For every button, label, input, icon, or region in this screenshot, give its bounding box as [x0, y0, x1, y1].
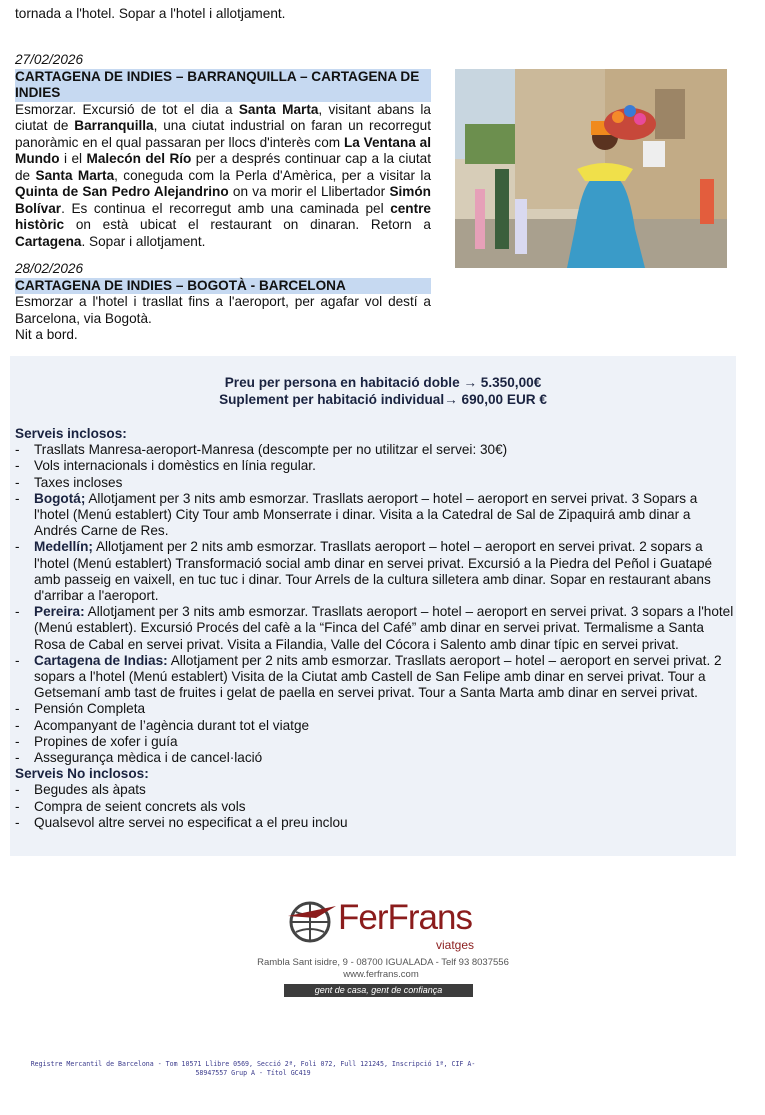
- included-item: [15, 491, 735, 540]
- highlighted-place: centre històric: [15, 200, 431, 232]
- included-item: [15, 442, 735, 458]
- included-item-text: Allotjament per 3 nits amb esmorzar. Trasllats aeroport – hotel – aeroport en servei privat. 3 Sopars a l'hotel (Menú establert) City Tour amb Monserrate i dinar. Visita a la Catedral de Sal de Zipaquirá amb dinar a Andrés Carne de Res.: [34, 490, 698, 539]
- agency-website: www.ferfrans.com: [343, 969, 419, 980]
- included-item: [15, 539, 735, 604]
- text-segment: , visitant abans la ciutat de: [15, 101, 431, 133]
- included-item-destination: Bogotá;: [34, 490, 86, 506]
- included-item: [15, 734, 735, 750]
- included-item-text: Vols internacionals i domèstics en línia regular.: [34, 458, 316, 474]
- excluded-list: [15, 782, 735, 831]
- services-section: [15, 426, 735, 831]
- excluded-item: - Begudes als àpats: [15, 782, 735, 798]
- included-header: Serveis inclosos:: [15, 426, 127, 441]
- day-date: 27/02/2026: [15, 52, 84, 67]
- agency-slogan: gent de casa, gent de confiança: [284, 984, 473, 997]
- text-segment: , coneguda com la Perla d'Amèrica, per a visitar la: [114, 167, 432, 183]
- included-item-destination: Cartagena de Indias:: [34, 652, 168, 668]
- included-item: [15, 475, 735, 491]
- included-item-text: Trasllats Manresa-aeroport-Manresa (descompte per no utilitzar el servei: 30€): [34, 442, 508, 458]
- brand-subtitle: viatges: [436, 938, 475, 952]
- highlighted-place: La Ventana al Mundo: [15, 134, 431, 166]
- highlighted-place: Malecón del Río: [86, 151, 192, 166]
- included-item-text: Pensión Completa: [34, 701, 146, 717]
- included-item: [15, 701, 735, 717]
- included-item-text: Acompanyant de l’agència durant tot el viatge: [34, 717, 310, 733]
- day-27-02: [15, 52, 431, 250]
- single-supplement-price: Suplement per habitació individual→ 690,00 EUR €: [219, 392, 547, 407]
- day-description: [15, 102, 431, 251]
- included-item-text: Propines de xofer i guía: [34, 733, 178, 749]
- registry-line: Registre Mercantil de Barcelona - Tom 10571 Llibre 0569, Secció 2ª, Foli 072, Full 121245, Inscripció 1ª, CIF A-: [30, 1060, 476, 1068]
- text-segment: per a després continuar cap a la ciutat de: [15, 151, 432, 183]
- excluded-item: - Compra de seient concrets als vols: [15, 799, 735, 815]
- highlighted-place: Barranquilla: [74, 118, 154, 133]
- included-item-text: Allotjament per 2 nits amb esmorzar. Trasllats aeroport – hotel – aeroport en servei privat. 2 sopars a l'hotel (Menú establert) Visita de la Ciutat amb Castell de San Felipe amb dinar en servei privat. Tour a Getsemaní amb tast de fruites i gelat de paella en servei privat. Tour a Santa Marta amb dinar en servei privat.: [34, 652, 722, 701]
- day-date: 28/02/2026: [15, 261, 84, 276]
- ferfrans-logo: [257, 896, 526, 1000]
- day-title: CARTAGENA DE INDIES – BOGOTÀ - BARCELONA: [15, 278, 431, 295]
- excluded-header: Serveis No inclosos:: [15, 766, 149, 782]
- text-segment: . Es continua el recorregut amb una caminada pel: [61, 200, 391, 216]
- included-item-destination: Medellín;: [34, 539, 93, 555]
- registry-line: 58947557 Grup A - Títol GC419: [195, 1069, 311, 1077]
- text-segment: Esmorzar. Excursió de tot el dia a: [15, 101, 239, 117]
- day-description: Esmorzar a l'hotel i trasllat fins a l'aeroport, per agafar vol destí a Barcelona, via Bogotà.: [15, 294, 431, 326]
- included-item-text: Allotjament per 2 nits amb esmorzar. Trasllats aeroport – hotel – aeroport en servei privat. 2 sopars a l'hotel (Menú establert) Transformació social amb dinar en servei privat. Excursió a la Piedra del Peñol i Guatapé amb passeig en vaixell, en tuc tuc i dinar. Tour Arrels de la cultura silletera amb dinar. Sopar en restaurant abans d'arribar a l'aeroport.: [34, 539, 713, 604]
- included-item: [15, 653, 735, 702]
- included-item: [15, 458, 735, 474]
- highlighted-place: Cartagena: [15, 233, 82, 249]
- globe-plane-icon: [286, 898, 338, 944]
- included-item-text: Assegurança mèdica i de cancel·lació: [34, 750, 263, 766]
- included-item: [15, 604, 735, 653]
- text-segment: . Sopar i allotjament.: [81, 233, 206, 249]
- agency-address: Rambla Sant isidre, 9 - 08700 IGUALADA - Telf 93 8037556: [257, 957, 509, 968]
- included-item: [15, 750, 735, 766]
- highlighted-place: Quinta de San Pedro Alejandrino: [15, 184, 229, 199]
- day-28-02: [15, 261, 431, 344]
- text-segment: on va morir el Llibertador: [228, 184, 390, 199]
- double-room-price: Preu per persona en habitació doble → 5.350,00€: [224, 375, 542, 390]
- text-segment: , una ciutat industrial on faran un recorregut panoràmic en el qual passaran per llocs d'interès com: [15, 118, 432, 150]
- excluded-item: - Qualsevol altre servei no especificat a el preu inclou: [15, 815, 735, 831]
- registry-footnote: [0, 1060, 506, 1078]
- included-item: [15, 718, 735, 734]
- price-lines: [10, 374, 756, 408]
- included-list: [15, 442, 735, 766]
- included-item-text: Taxes incloses: [34, 474, 123, 490]
- text-segment: on està ubicat el restaurant on dinaran. Retorn a: [64, 217, 431, 232]
- cartagena-street-photo: [455, 69, 727, 268]
- day-title: CARTAGENA DE INDIES – BARRANQUILLA – CARTAGENA DE INDIES: [15, 69, 431, 102]
- included-item-text: Allotjament per 3 nits amb esmorzar. Trasllats aeroport – hotel – aeroport en servei privat. 3 sopars a l'hotel (Menú establert). Excursió Procés del cafè a la “Finca del Café” amb dinar en servei privat. Termalisme a Santa Rosa de Cabal en servei privat. Visita a Filandia, Valle del Cócora i Salento amb dinar típic en servei privat.: [34, 604, 734, 652]
- highlighted-place: Santa Marta: [35, 167, 115, 183]
- included-item-destination: Pereira:: [34, 604, 85, 620]
- highlighted-place: Santa Marta: [238, 101, 319, 117]
- brand-name: FerFrans: [338, 898, 472, 937]
- highlighted-place: Simón Bolívar: [15, 184, 431, 216]
- day-night-note: Nit a bord.: [15, 327, 78, 342]
- text-segment: i el: [59, 151, 87, 166]
- intro-text: tornada a l'hotel. Sopar a l'hotel i allotjament.: [15, 6, 286, 21]
